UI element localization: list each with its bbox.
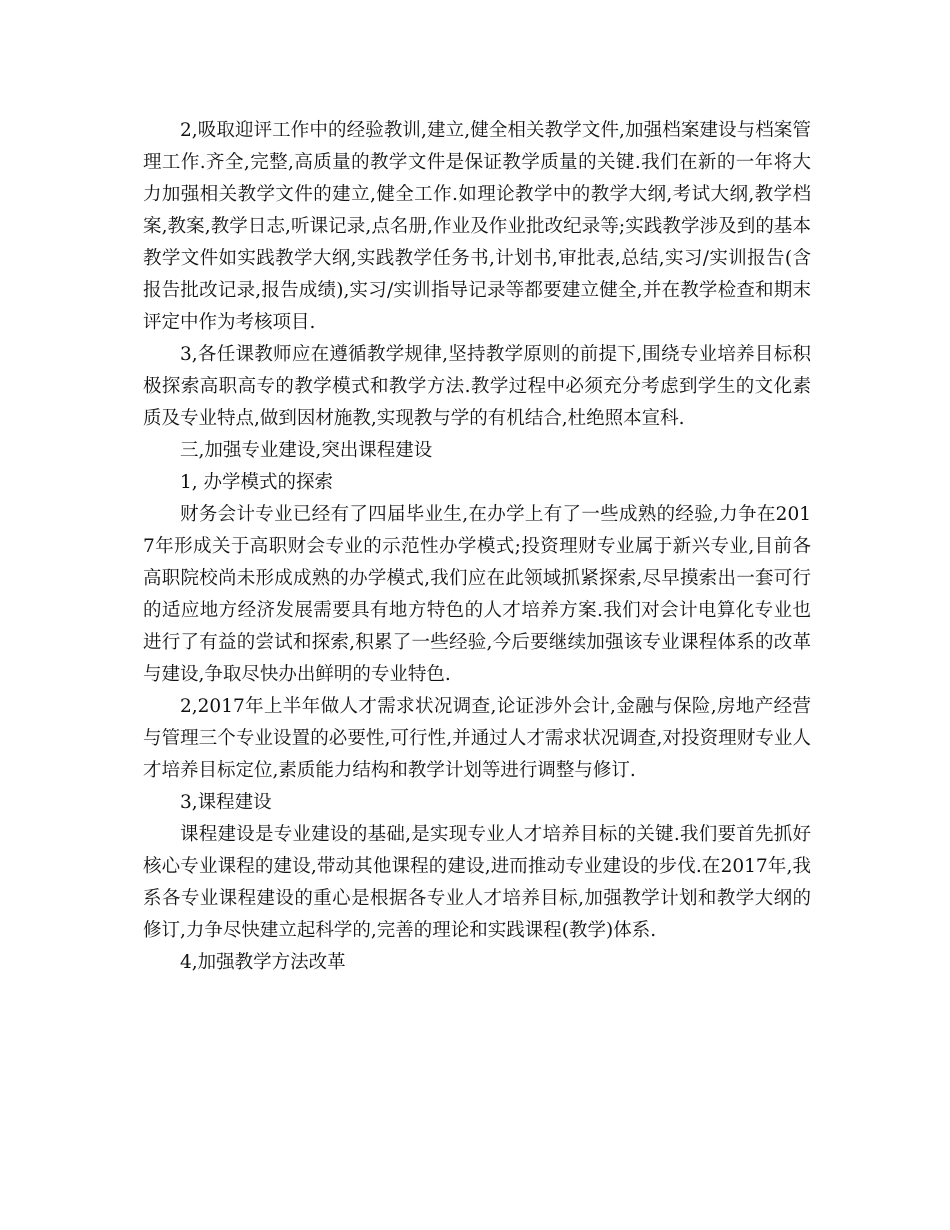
paragraph-course-building: 课程建设是专业建设的基础,是实现专业人才培养目标的关键.我们要首先抓好核心专业课程的建设,带动其他课程的建设,进而推动专业建设的步伐.在2017年,我系各专业课程建设的重心是根据各专业人才培养目标,加强教学计划和教学大纲的修订,力争尽快建立起科学的,完善的理论和实践课程(教学)体系.	[143, 824, 811, 941]
section-heading-3: 三,加强专业建设,突出课程建设	[180, 440, 433, 461]
subheading-1-school-mode: 1, 办学模式的探索	[180, 472, 334, 493]
subheading-4-method-reform: 4,加强教学方法改革	[180, 952, 346, 973]
paragraph-school-mode: 财务会计专业已经有了四届毕业生,在办学上有了一些成熟的经验,力争在2017年形成关于高职财会专业的示范性办学模式;投资理财专业属于新兴专业,目前各高职院校尚未形成成熟的办学模式,我们应在此领域抓紧探索,尽早摸索出一套可行的适应地方经济发展需要具有地方特色的人才培养方案.我们对会计电算化专业也进行了有益的尝试和探索,积累了一些经验,今后要继续加强该专业课程体系的改革与建设,争取尽快办出鲜明的专业特色.	[143, 504, 811, 685]
subheading-3-course-building: 3,课程建设	[180, 792, 272, 813]
paragraph-item-2-survey: 2,2017年上半年做人才需求状况调查,论证涉外会计,金融与保险,房地产经营与管理三个专业设置的必要性,可行性,并通过人才需求状况调查,对投资理财专业人才培养目标定位,素质能力结构和教学计划等进行调整与修订.	[143, 696, 811, 781]
paragraph-item-3-teaching-method: 3,各任课教师应在遵循教学规律,坚持教学原则的前提下,围绕专业培养目标积极探索高职高专的教学模式和教学方法.教学过程中必须充分考虑到学生的文化素质及专业特点,做到因材施教,实现教与学的有机结合,杜绝照本宣科.	[143, 344, 811, 429]
document-body	[143, 115, 811, 979]
paragraph-item-2-archives: 2,吸取迎评工作中的经验教训,建立,健全相关教学文件,加强档案建设与档案管理工作.齐全,完整,高质量的教学文件是保证教学质量的关键.我们在新的一年将大力加强相关教学文件的建立,健全工作.如理论教学中的教学大纲,考试大纲,教学档案,教案,教学日志,听课记录,点名册,作业及作业批改纪录等;实践教学涉及到的基本教学文件如实践教学大纲,实践教学任务书,计划书,审批表,总结,实习/实训报告(含报告批改记录,报告成绩),实习/实训指导记录等都要建立健全,并在教学检查和期末评定中作为考核项目.	[143, 120, 811, 333]
